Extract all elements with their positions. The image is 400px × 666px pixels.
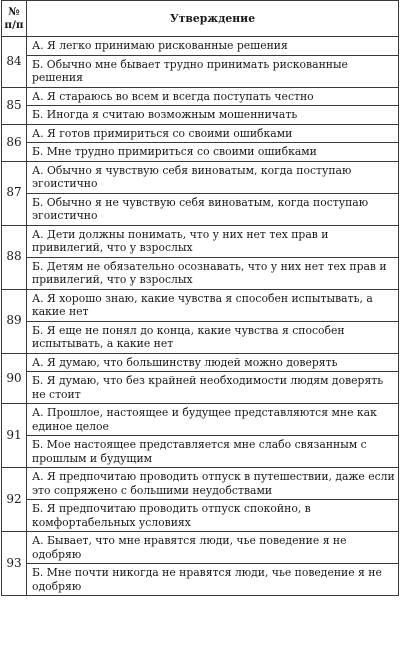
table-row <box>2 37 399 56</box>
table-row <box>2 436 399 468</box>
option-a: А. Прошлое, настоящее и будущее представляются мне как единое целое <box>27 404 399 436</box>
option-b: Б. Мое настоящее представляется мне слабо связанным с прошлым и будущим <box>27 436 399 468</box>
number-header-line2: п/п <box>4 18 24 31</box>
column-header-statement: Утверждение <box>27 1 399 37</box>
table-header-row <box>2 1 399 37</box>
table-row <box>2 257 399 289</box>
item-number: 87 <box>2 161 27 225</box>
option-b: Б. Обычно мне бывает трудно принимать рискованные решения <box>27 55 399 87</box>
option-a: А. Дети должны понимать, что у них нет тех прав и привилегий, что у взрослых <box>27 225 399 257</box>
table-row <box>2 289 399 321</box>
option-a: А. Я готов примириться со своими ошибками <box>27 124 399 143</box>
option-a: А. Бывает, что мне нравятся люди, чье поведение я не одобряю <box>27 532 399 564</box>
option-a: А. Я хорошо знаю, какие чувства я способен испытывать, а какие нет <box>27 289 399 321</box>
option-a: А. Я думаю, что большинству людей можно доверять <box>27 353 399 372</box>
statements-table <box>1 0 399 596</box>
table-row <box>2 468 399 500</box>
option-a: А. Я легко принимаю рискованные решения <box>27 37 399 56</box>
item-number: 91 <box>2 404 27 468</box>
table-row <box>2 143 399 162</box>
table-row <box>2 564 399 596</box>
item-number: 86 <box>2 124 27 161</box>
item-number: 85 <box>2 87 27 124</box>
option-b: Б. Я еще не понял до конца, какие чувства я способен испытывать, а какие нет <box>27 321 399 353</box>
number-header-line1: № <box>8 5 20 18</box>
option-b: Б. Детям не обязательно осознавать, что у них нет тех прав и привилегий, что у взрослых <box>27 257 399 289</box>
option-a: А. Я стараюсь во всем и всегда поступать честно <box>27 87 399 106</box>
item-number: 92 <box>2 468 27 532</box>
option-b: Б. Я думаю, что без крайней необходимости людям доверять не стоит <box>27 372 399 404</box>
table-row <box>2 124 399 143</box>
option-a: А. Я предпочитаю проводить отпуск в путешествии, даже если это сопряжено с большими неудобствами <box>27 468 399 500</box>
option-b: Б. Мне почти никогда не нравятся люди, чье поведение я не одобряю <box>27 564 399 596</box>
option-b: Б. Мне трудно примириться со своими ошибками <box>27 143 399 162</box>
option-b: Б. Иногда я считаю возможным мошенничать <box>27 106 399 125</box>
table-row <box>2 500 399 532</box>
column-header-number <box>2 1 27 37</box>
table-row <box>2 532 399 564</box>
option-b: Б. Обычно я не чувствую себя виноватым, когда поступаю эгоистично <box>27 193 399 225</box>
item-number: 88 <box>2 225 27 289</box>
table-row <box>2 87 399 106</box>
item-number: 90 <box>2 353 27 404</box>
table-row <box>2 372 399 404</box>
table-row <box>2 404 399 436</box>
item-number: 93 <box>2 532 27 596</box>
table-row <box>2 193 399 225</box>
item-number: 89 <box>2 289 27 353</box>
option-a: А. Обычно я чувствую себя виноватым, когда поступаю эгоистично <box>27 161 399 193</box>
item-number: 84 <box>2 37 27 88</box>
table-row <box>2 225 399 257</box>
table-body <box>2 37 399 596</box>
table-row <box>2 106 399 125</box>
option-b: Б. Я предпочитаю проводить отпуск спокойно, в комфортабельных условиях <box>27 500 399 532</box>
table-row <box>2 353 399 372</box>
table-row <box>2 55 399 87</box>
table-row <box>2 321 399 353</box>
table-row <box>2 161 399 193</box>
